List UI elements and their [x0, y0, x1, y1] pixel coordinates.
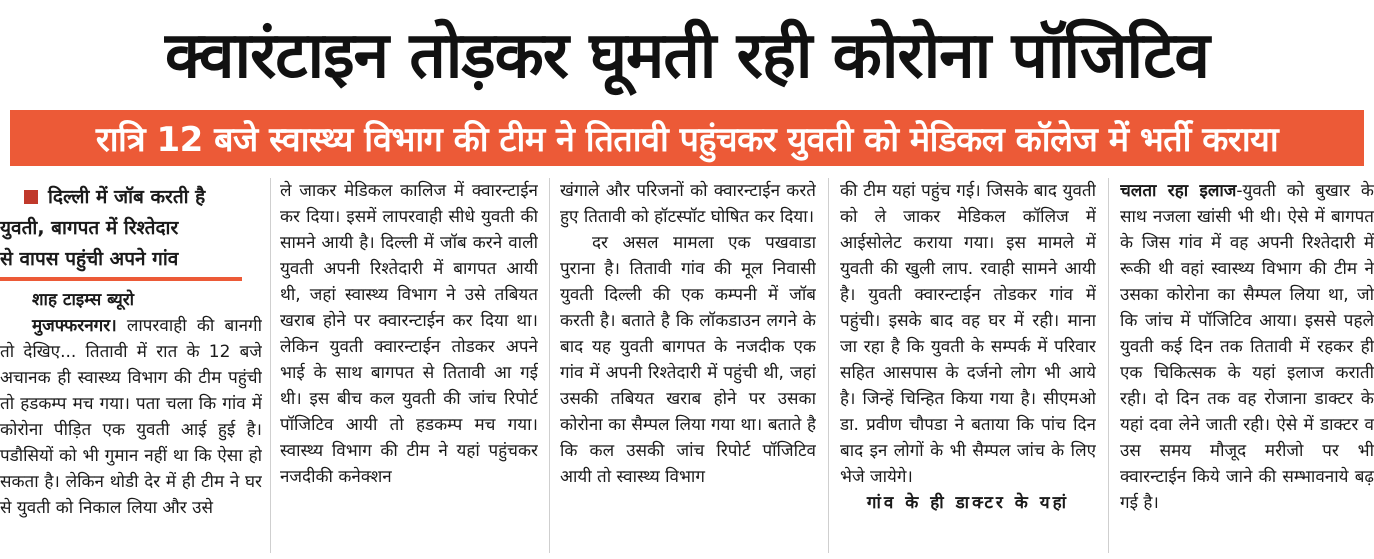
- article-column-3: [560, 178, 816, 558]
- article-column-2: [280, 178, 538, 558]
- article-column-4: [840, 178, 1096, 558]
- kicker-line-3: से वापस पहुंची अपने गांव: [0, 244, 242, 275]
- col5-text: -युवती को बुखार के साथ नजला खांसी भी थी। ऐसे में बागपत के जिस गांव में वह अपनी रिश्तेदारी में रूकी थी वहां स्वास्थ्य विभाग की टीम ने उसका कोरोना का सैम्पल लिया था, जो कि जांच में पॉजिटिव आया। इससे पहले युवती कई दिन तक तितावी में रहकर ही एक चिकित्सक के यहां इलाज कराती रही। दो दिन तक वह रोजाना डाक्टर के यहां दवा लेने जाती रही। ऐसे में डाक्टर व उस समय मौजूद मरीजो पर भी क्वारन्टाईन किये जाने की सम्भावनाये बढ़ गई है।: [1120, 181, 1374, 513]
- crosshead: गांव के ही डाक्टर के यहां: [866, 493, 1070, 513]
- byline: शाह टाइम्स ब्यूरो: [32, 290, 135, 310]
- square-bullet-icon: [24, 190, 38, 204]
- kicker-box: [0, 178, 242, 275]
- col3-paragraph-1: खंगाले और परिजनों को क्वारन्टाईन करते हुए तितावी को हॉटस्पॉट घोषित कर दिया।: [560, 181, 816, 227]
- col4-text: की टीम यहां पहुंच गई। जिसके बाद युवती को ले जाकर मेडिकल कॉलिज में आईसोलेट कराया गया। इस मामले में युवती की खुली लाप. रवाही सामने आयी है। युवती क्वारन्टाईन तोडकर गांव में पहुंची। इसके बाद वह घर में रही। माना जा रहा है कि युवती के सम्पर्क में परिवार सहित आसपास के दर्जनो लोग भी आये है। जिन्हें चिन्हित किया गया है। सीएमओ डा. प्रवीण चौपडा ने बताया कि पांच दिन बाद इन लोगों के भी सैम्पल जांच के लिए भेजे जायेगे।: [840, 181, 1096, 487]
- col5-paragraph: [1120, 178, 1374, 516]
- column-divider: [1108, 178, 1109, 553]
- column-divider: [828, 178, 829, 553]
- crosshead-continued: चलता रहा इलाज: [1120, 181, 1237, 201]
- col1-paragraph: [0, 313, 262, 521]
- dateline: मुजफ्फरनगर।: [32, 316, 117, 336]
- column-divider: [549, 178, 550, 553]
- subheadline: रात्रि 12 बजे स्वास्थ्य विभाग की टीम ने तितावी पहुंचकर युवती को मेडिकल कॉलेज में भर्ती कराया: [95, 120, 1279, 160]
- kicker-line-1: दिल्ली में जॉब करती है: [0, 182, 242, 213]
- column-divider: [270, 178, 271, 553]
- article-column-1: [0, 178, 262, 558]
- col2-text: ले जाकर मेडिकल कालिज में क्वारन्टाईन कर दिया। इसमें लापरवाही सीधे युवती की सामने आयी है। दिल्ली में जॉब करने वाली युवती अपनी रिश्तेदारी में बागपत आयी थी, जहां स्वास्थ्य विभाग ने उसे तबियत खराब होने पर क्वारन्टाईन कर दिया था। लेकिन युवती क्वारन्टाईन तोडकर अपने भाई के साथ बागपत से तितावी आ गई थी। इस बीच कल युवती की जांच रिपोर्ट पॉजिटिव आयी तो हडकम्प मच गया। स्वास्थ्य विभाग की टीम ने यहां पहुंचकर नजदीकी कनेक्शन: [280, 181, 538, 487]
- kicker-rule: [0, 277, 242, 281]
- headline: क्वारंटाइन तोड़कर घूमती रही कोरोना पॉजिटिव: [165, 18, 1209, 93]
- subheadline-band: [10, 110, 1364, 166]
- col3-paragraph-2: दर असल मामला एक पखवाडा पुराना है। तितावी गांव की मूल निवासी युवती दिल्ली की एक कम्पनी में जॉब करती है। बताते है कि लॉकडाउन लगने के बाद यह युवती बागपत के नजदीक एक गांव में अपनी रिश्तेदारी में पहुंची थी, जहां उसकी तबियत खराब होने पर उसका कोरोना का सैम्पल लिया गया था। बताते है कि कल उसकी जांच रिपोर्ट पॉजिटिव आयी तो स्वास्थ्य विभाग: [560, 233, 816, 487]
- kicker-line-2: युवती, बागपत में रिश्तेदार: [0, 213, 242, 244]
- col1-text: लापरवाही की बानगी तो देखिए... तितावी में रात के 12 बजे अचानक ही स्वास्थ्य विभाग की टीम पहुंची तो हडकम्प मच गया। पता चला कि गांव में कोरोना पीड़ित एक युवती आई हुई है। पडौसियों को भी गुमान नहीं था कि ऐसा हो सकता है। लेकिन थोडी देर में ही टीम ने घर से युवती को निकाल लिया और उसे: [0, 316, 262, 518]
- article-column-5: [1120, 178, 1374, 558]
